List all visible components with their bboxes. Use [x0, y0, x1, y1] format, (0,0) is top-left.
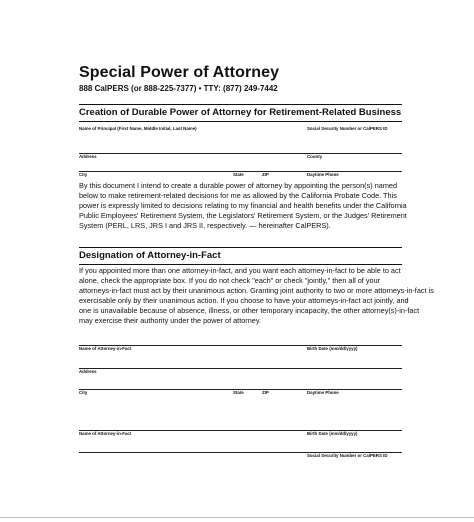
contact-line: 888 CalPERS (or 888-225-7377) • TTY: (877) 249-7442	[79, 84, 278, 93]
creation-paragraph-line: Public Employees' Retirement System, the Legislators' Retirement System, or the Judges' Retirement	[79, 211, 407, 220]
label-attorney1-name: Name of Attorney-in-Fact	[79, 346, 132, 351]
label-attorney1-address: Address	[79, 369, 97, 374]
creation-paragraph	[79, 181, 407, 231]
document-title: Special Power of Attorney	[79, 64, 280, 81]
label-attorney1-zip: ZIP	[262, 390, 269, 395]
label-attorney2-ssn: Social Security Number or CalPERS ID	[307, 453, 388, 458]
label-attorney1-phone: Daytime Phone	[307, 390, 339, 395]
label-principal-county: County	[307, 154, 323, 159]
creation-paragraph-line: By this document I intend to create a durable power of attorney by appointing the person(s) named	[79, 181, 398, 190]
creation-paragraph-line: System (PERL, LRS, JRS I and JRS II, respectively. — hereinafter CalPERS).	[79, 221, 331, 230]
label-principal-ssn: Social Security Number or CalPERS ID	[307, 126, 388, 131]
designation-paragraph-line: attorneys-in-fact must act by their unanimous action. Granting joint authority to two or more attorneys-in-fact is	[79, 286, 434, 295]
label-principal-state: State	[233, 172, 244, 177]
page-bottom-divider	[0, 517, 474, 518]
label-principal-zip: ZIP	[262, 172, 269, 177]
label-principal-address: Address	[79, 154, 97, 159]
label-attorney1-city: City	[79, 390, 88, 395]
designation-paragraph-line: alone, check the appropriate box. If you do not check "each" or check "jointly," then all of your	[79, 276, 381, 285]
section-heading-designation: Designation of Attorney-in-Fact	[79, 247, 402, 265]
label-attorney1-dob: Birth Date (mm/dd/yyyy)	[307, 346, 358, 351]
principal-name-line[interactable]	[79, 153, 402, 154]
creation-paragraph-line: below to make retirement-related decisions for me as allowed by the California Probate Code. This	[79, 191, 397, 200]
section-heading-creation: Creation of Durable Power of Attorney for Retirement-Related Business	[79, 104, 402, 122]
label-principal-city: City	[79, 172, 88, 177]
designation-paragraph-line: may exercise their authority under the power of attorney.	[79, 316, 261, 325]
designation-paragraph	[79, 266, 434, 326]
label-attorney1-state: State	[233, 390, 244, 395]
label-principal-phone: Daytime Phone	[307, 172, 339, 177]
label-principal-name: Name of Principal (First Name, Middle Initial, Last Name)	[79, 126, 197, 131]
label-attorney2-name: Name of Attorney-in-Fact	[79, 431, 132, 436]
creation-paragraph-line: power is expressly limited to decisions relating to my financial and health benefits under the California	[79, 201, 407, 210]
attorney1-address-line[interactable]	[79, 368, 402, 369]
designation-paragraph-line: one is unavailable because of absence, illness, or other temporary incapacity, the other attorney(s)-in-fact	[79, 306, 420, 315]
label-attorney2-dob: Birth Date (mm/dd/yyyy)	[307, 431, 358, 436]
designation-paragraph-line: If you appointed more than one attorney-in-fact, and you want each attorney-in-fact to be able to act	[79, 266, 401, 275]
designation-paragraph-line: exercisable only by their unanimous action. If you choose to have your attorneys-in-fact act jointly, and	[79, 296, 409, 305]
